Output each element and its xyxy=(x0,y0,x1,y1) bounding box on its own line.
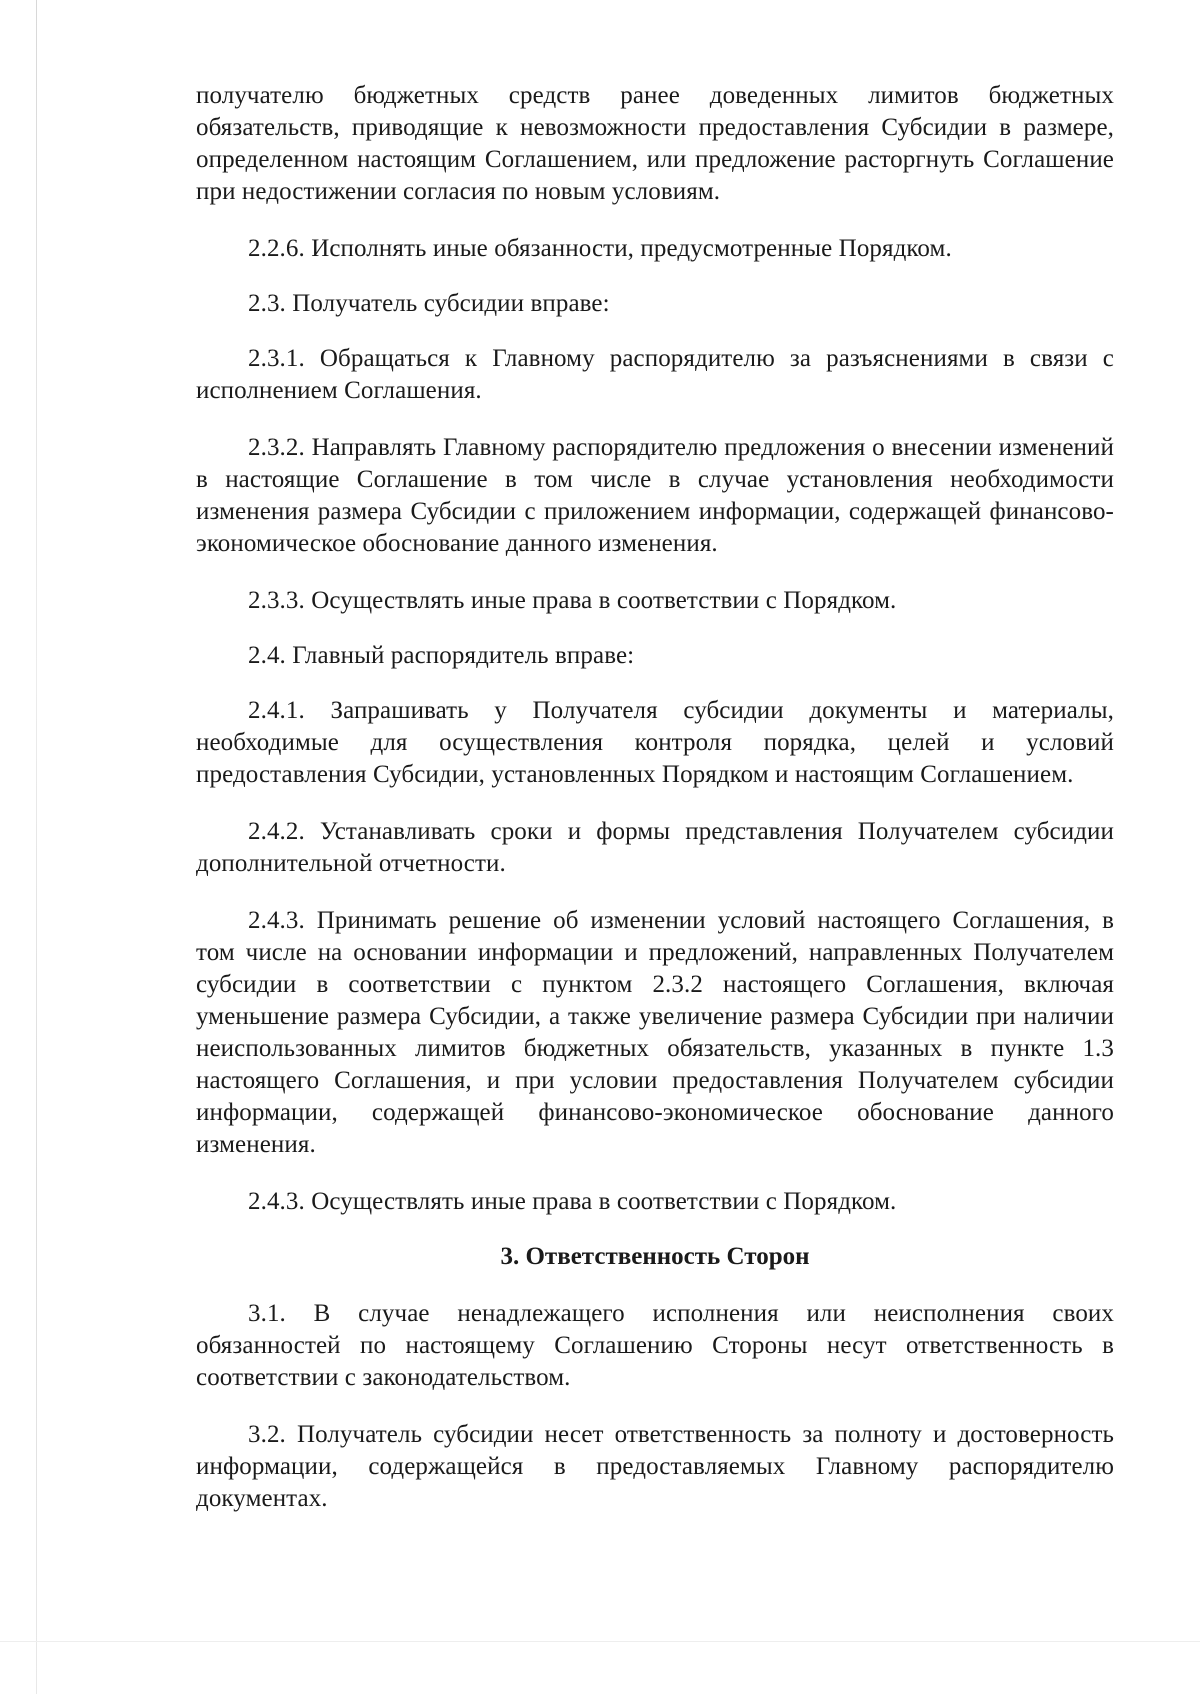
paragraph-2-3-1: 2.3.1. Обращаться к Главному распорядителю за разъяснениями в связи с исполнением Соглашения. xyxy=(196,345,1114,404)
paragraph-continuation: получателю бюджетных средств ранее доведенных лимитов бюджетных обязательств, приводящие к невозможности предоставления Субсидии в размере, определенном настоящим Соглашением, или предложение расторгнуть Соглашение при недостижении согласия по новым условиям. xyxy=(196,82,1114,205)
paragraph-2-4: 2.4. Главный распорядитель вправе: xyxy=(248,642,635,669)
paragraph-2-4-2: 2.4.2. Устанавливать сроки и формы представления Получателем субсидии дополнительной отчетности. xyxy=(196,818,1114,877)
paragraph-2-4-3-rights: 2.4.3. Осуществлять иные права в соответствии с Порядком. xyxy=(248,1188,897,1215)
paragraph-2-3: 2.3. Получатель субсидии вправе: xyxy=(248,290,610,317)
section-heading: 3. Ответственность Сторон xyxy=(500,1243,810,1270)
scan-edge-left xyxy=(36,0,37,1694)
scan-edge-bottom xyxy=(0,1641,1200,1642)
paragraph-2-2-6: 2.2.6. Исполнять иные обязанности, предусмотренные Порядком. xyxy=(248,235,952,262)
paragraph-2-4-1: 2.4.1. Запрашивать у Получателя субсидии документы и материалы, необходимые для осуществления контроля порядка, целей и условий предоставления Субсидии, установленных Порядком и настоящим Соглашением. xyxy=(196,697,1114,788)
paragraph-2-4-3-decision: 2.4.3. Принимать решение об изменении условий настоящего Соглашения, в том числе на основании информации и предложений, направленных Получателем субсидии в соответствии с пунктом 2.3.2 настоящего Соглашения, включая уменьшение размера Субсидии, а также увеличение размера Субсидии при наличии неиспользованных лимитов бюджетных обязательств, указанных в пункте 1.3 настоящего Соглашения, и при условии предоставления Получателем субсидии информации, содержащей финансово-экономическое обоснование данного изменения. xyxy=(196,907,1114,1158)
paragraph-3-2: 3.2. Получатель субсидии несет ответственность за полноту и достоверность информации, содержащейся в предоставляемых Главному распорядителю документах. xyxy=(196,1421,1114,1512)
document-page xyxy=(196,80,1114,1540)
paragraph-2-3-3: 2.3.3. Осуществлять иные права в соответствии с Порядком. xyxy=(248,587,897,614)
paragraph-2-3-2: 2.3.2. Направлять Главному распорядителю предложения о внесении изменений в настоящие Соглашение в том числе в случае установления необходимости изменения размера Субсидии с приложением информации, содержащей финансово-экономическое обоснование данного изменения. xyxy=(196,434,1114,557)
paragraph-3-1: 3.1. В случае ненадлежащего исполнения или неисполнения своих обязанностей по настоящему Соглашению Стороны несут ответственность в соответствии с законодательством. xyxy=(196,1300,1114,1391)
